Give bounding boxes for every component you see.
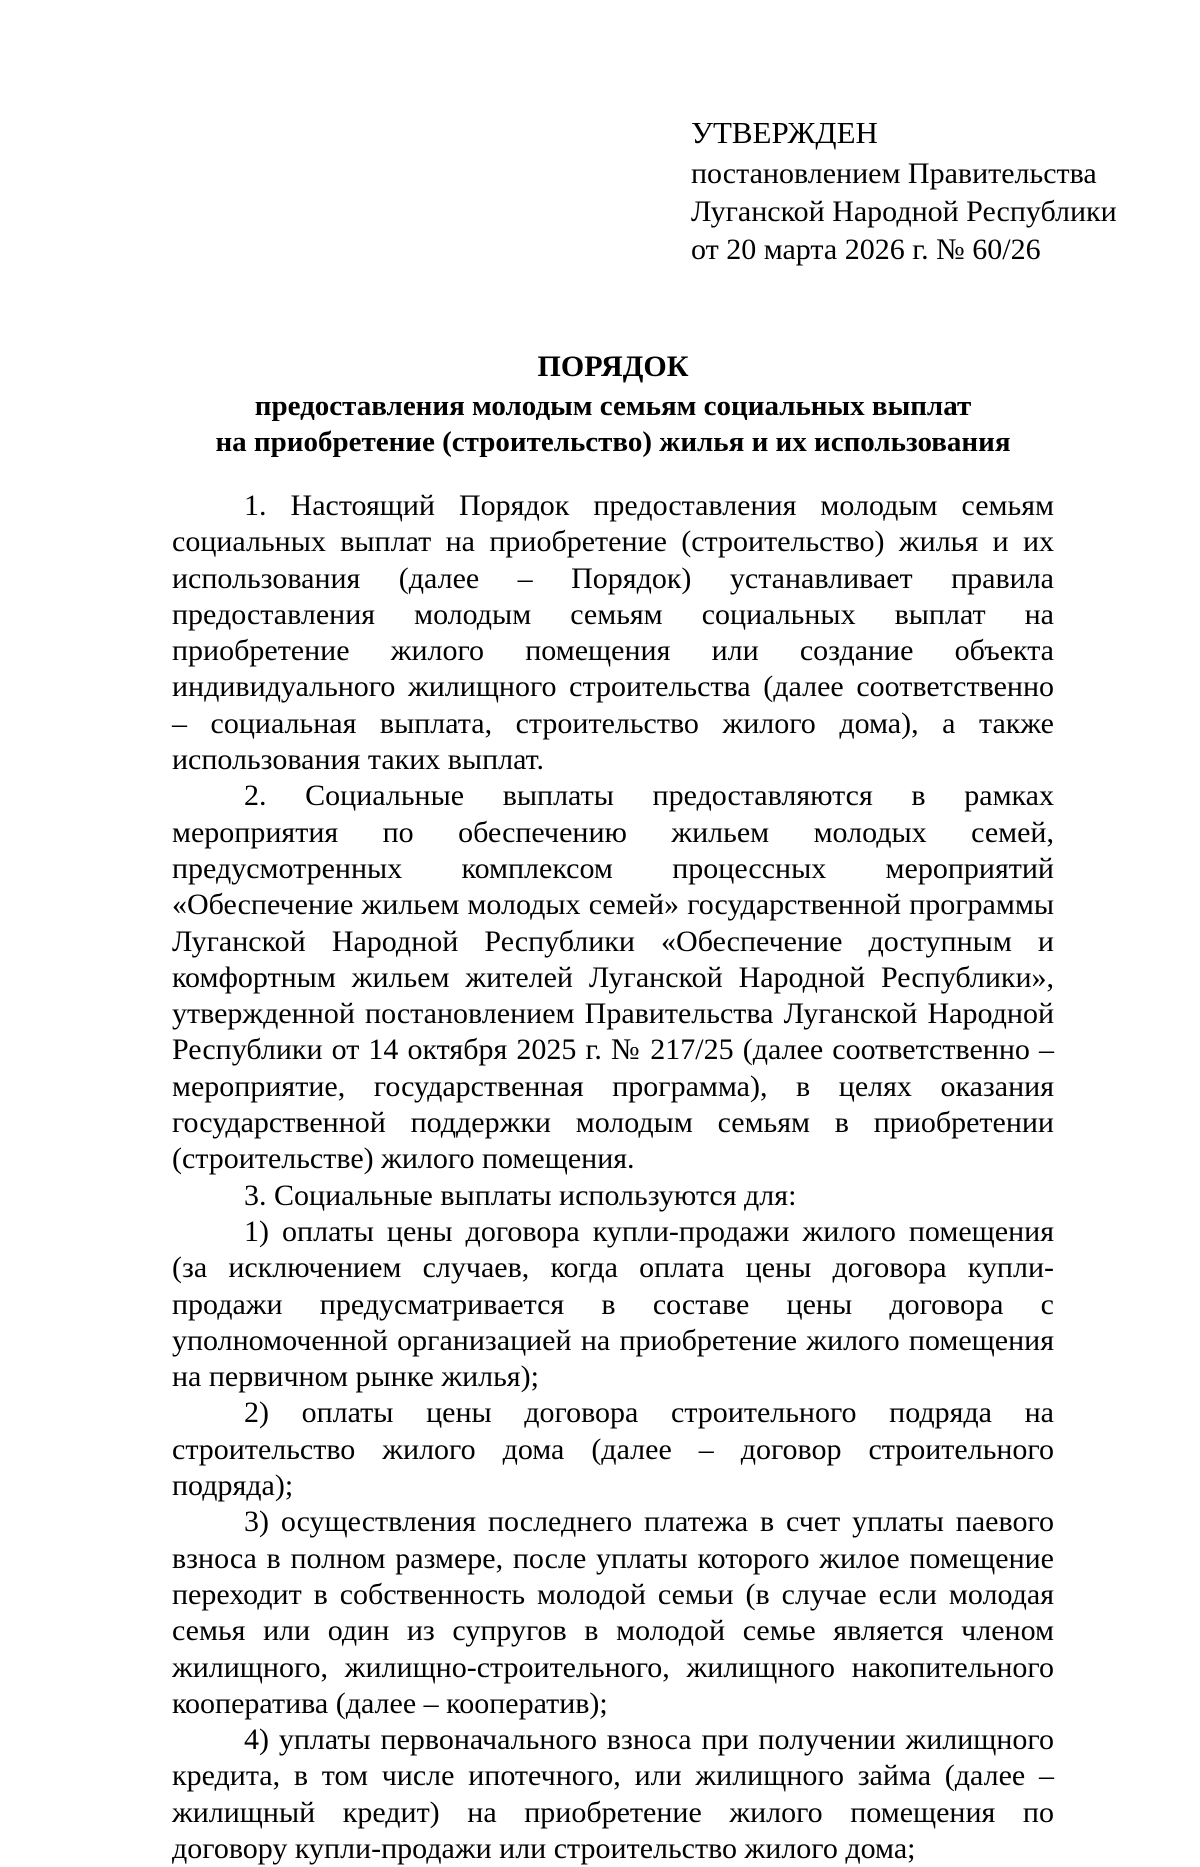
document-subtitle-line-1: предоставления молодым семьям социальных выплат xyxy=(254,390,972,422)
document-title: ПОРЯДОК xyxy=(537,350,689,383)
approval-by: постановлением Правительства xyxy=(691,157,1097,190)
list-item-3: 3) осуществления последнего платежа в счет уплаты паевого взноса в полном размере, после уплаты которого жилое помещение переходит в собственность молодой семьи (в случае если молодая семья или один из супругов в молодой семье является членом жилищного, жилищно-строительного, жилищного накопительного кооператива (далее – кооператив); xyxy=(172,1505,1054,1720)
paragraph-1: 1. Настоящий Порядок предоставления молодым семьям социальных выплат на приобретение (строительство) жилья и их использования (далее – Порядок) устанавливает правила предоставления молодым семьям социальных выплат на приобретение жилого помещения или создание объекта индивидуального жилищного строительства (далее соответственно – социальная выплата, строительство жилого дома), а также использования таких выплат. xyxy=(172,489,1054,777)
list-item-1: 1) оплаты цены договора купли-продажи жилого помещения (за исключением случаев, когда оплата цены договора купли-продажи предусматривается в составе цены договора с уполномоченной организацией на приобретение жилого помещения на первичном рынке жилья); xyxy=(172,1214,1054,1394)
approval-date-number: от 20 марта 2026 г. № 60/26 xyxy=(691,233,1041,266)
paragraph-3: 3. Социальные выплаты используются для: xyxy=(244,1178,797,1212)
document-title-block xyxy=(172,346,1054,460)
document-body xyxy=(172,488,1054,1867)
approval-status: УТВЕРЖДЕН xyxy=(691,115,878,150)
paragraph-2: 2. Социальные выплаты предоставляются в рамках мероприятия по обеспечению жильем молодых семей, предусмотренных комплексом процессных мероприятий «Обеспечение жильем молодых семей» государственной программы Луганской Народной Республики «Обеспечение доступным и комфортным жильем жителей Луганской Народной Республики», утвержденной постановлением Правительства Луганской Народной Республики от 14 октября 2025 г. № 217/25 (далее соответственно – мероприятие, государственная программа), в целях оказания государственной поддержки молодым семьям в приобретении (строительстве) жилого помещения. xyxy=(172,779,1054,1176)
list-item-4: 4) уплаты первоначального взноса при получении жилищного кредита, в том числе ипотечного, или жилищного займа (далее – жилищный кредит) на приобретение жилого помещения по договору купли-продажи или строительство жилого дома; xyxy=(172,1723,1054,1865)
approval-authority: Луганской Народной Республики xyxy=(691,195,1117,228)
approval-stamp xyxy=(691,110,1117,269)
list-item-2: 2) оплаты цены договора строительного подряда на строительство жилого дома (далее – договор строительного подряда); xyxy=(172,1396,1054,1503)
document-subtitle-line-2: на приобретение (строительство) жилья и их использования xyxy=(215,426,1011,458)
